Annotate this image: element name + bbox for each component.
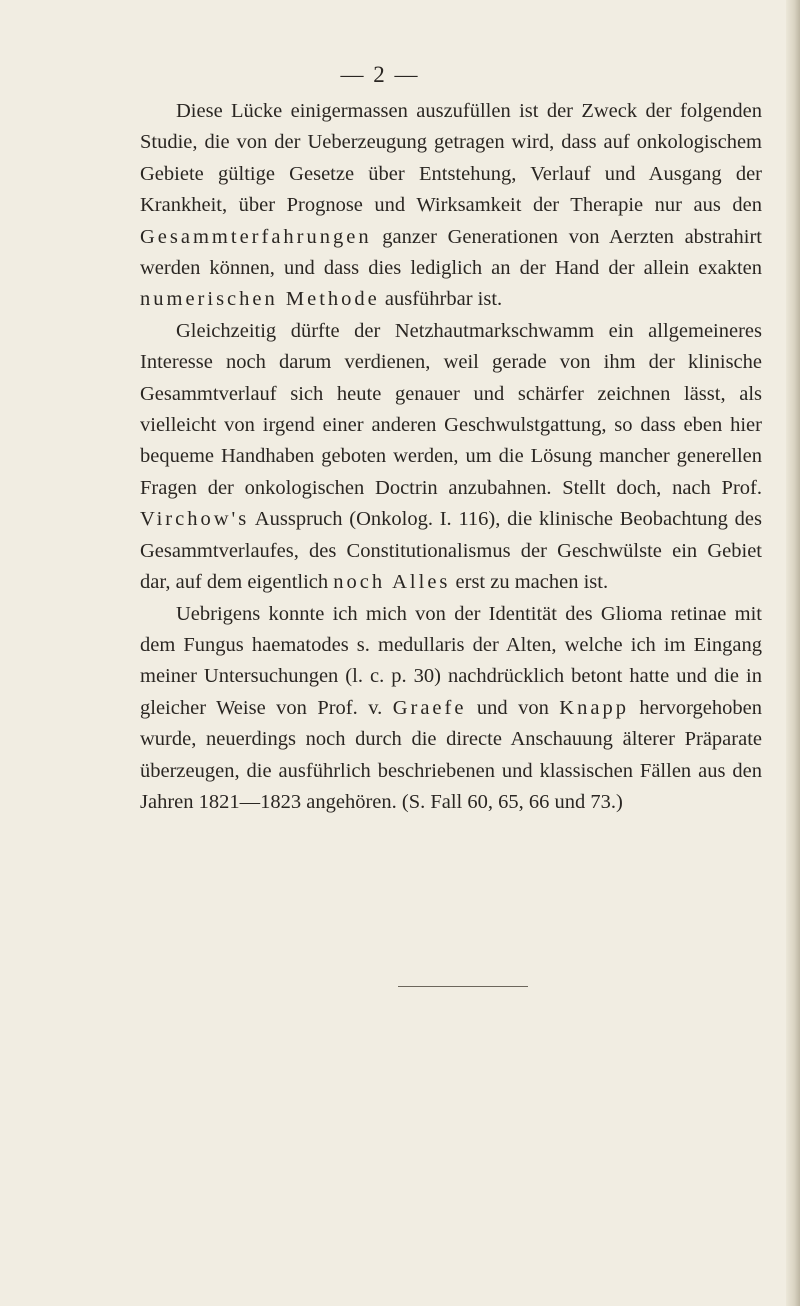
- emphasis-knapp: Knapp: [559, 696, 629, 719]
- section-divider: [398, 986, 528, 987]
- paragraph-2-text: Ausspruch (Onkolog. I. 116), die klinische Beobachtung des Gesammtverlaufes, des Constitutionalismus der Geschwülste ein Gebiet dar, auf dem eigentlich: [140, 508, 762, 594]
- emphasis-virchow: Virchow's: [140, 508, 250, 531]
- emphasis-numerischen-methode: numerischen Methode: [140, 288, 380, 311]
- paragraph-2: [140, 316, 762, 599]
- page-edge-shadow: [786, 0, 800, 1306]
- emphasis-graefe: Graefe: [392, 696, 467, 719]
- paragraph-3-text: Uebrigens konnte ich mich von der Identität des Glioma retinae mit dem Fungus haematodes s. medullaris der Alten, welche ich im Eingang meiner Untersuchungen (l. c. p. 30) nachdrücklich betont hatte und die in gleicher Weise von Prof. v.: [140, 602, 762, 719]
- paragraph-2-text: erst zu machen ist.: [450, 571, 609, 594]
- body-text: [140, 96, 762, 818]
- paragraph-3-text: hervorgehoben wurde, neuerdings noch durch die directe Anschauung älterer Präparate überzeugen, die ausführlich beschriebenen und klassischen Fällen aus den Jahren 1821—1823 angehören. (S. Fall 60, 65, 66 und 73.): [140, 696, 762, 813]
- page-number: — 2 —: [340, 62, 420, 87]
- emphasis-gesammterfahrungen: Gesammterfahrungen: [140, 225, 372, 248]
- paragraph-1-text: ausführbar ist.: [379, 288, 503, 311]
- paragraph-1-text: ganzer Generationen von Aerzten abstrahirt werden können, und dass dies lediglich an der Hand der allein exakten: [140, 225, 762, 280]
- paragraph-3: [140, 599, 762, 819]
- paragraph-1-text: Diese Lücke einigermassen auszufüllen ist der Zweck der folgenden Studie, die von der Ueberzeugung getragen wird, dass auf onkologischem Gebiete gültige Gesetze über Entstehung, Verlauf und Ausgang der Krankheit, über Prognose und Wirksamkeit der Therapie nur aus den: [140, 100, 762, 217]
- emphasis-noch-alles: noch Alles: [333, 571, 451, 594]
- paragraph-3-text: und von: [466, 696, 560, 719]
- paragraph-1: [140, 96, 762, 316]
- paragraph-2-text: Gleichzeitig dürfte der Netzhautmarkschwamm ein allgemeineres Interesse noch darum verdienen, weil gerade von ihm der klinische Gesammtverlauf sich heute genauer und schärfer zeichnen lässt, als vielleicht von irgend einer anderen Geschwulstgattung, so dass eben hier bequeme Handhaben geboten werden, um die Lösung mancher generellen Fragen der onkologischen Doctrin anzubahnen. Stellt doch, nach Prof.: [140, 319, 762, 499]
